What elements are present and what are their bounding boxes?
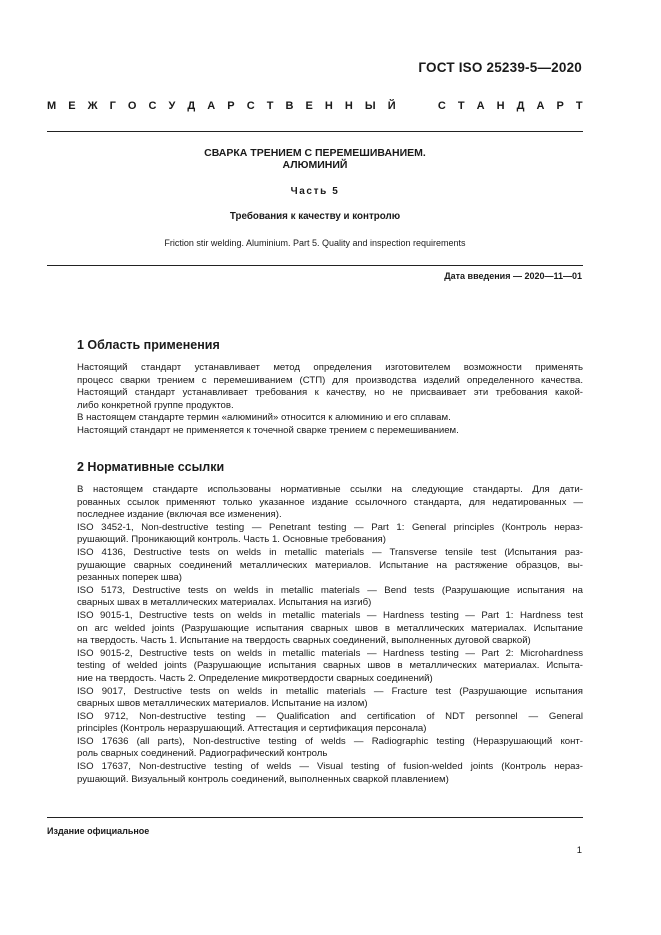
section-1-body <box>77 362 583 438</box>
banner-letter: Ж <box>87 100 98 112</box>
banner-letter: Н <box>344 100 353 112</box>
text-line: В настоящем стандарте использованы нормативные ссылки на следующие стандарты. Для дати- <box>77 484 583 495</box>
banner-letter: Й <box>387 100 396 112</box>
banner-letter: С <box>437 100 446 112</box>
section-2-heading: 2 Нормативные ссылки <box>77 460 225 474</box>
text-line: ISO 17637, Non-destructive testing of welds — Visual testing of fusion-welded joints (Контроль нераз- <box>77 761 583 773</box>
banner-letter: Н <box>496 100 505 112</box>
title-line-1: СВАРКА ТРЕНИЕМ С ПЕРЕМЕШИВАНИЕМ. <box>204 147 426 159</box>
text-line: либо конкретной группе продуктов. <box>77 399 234 411</box>
text-line: ISO 17636 (all parts), Non-destructive testing of welds — Radiographic testing (Неразрушающий конт- <box>77 735 583 747</box>
text-line: ISO 9015-1, Destructive tests on welds in metallic materials — Hardness testing — Part 1: Hardness test <box>77 609 583 621</box>
text-line: В настоящем стандарте термин «алюминий» относится к алюминию и его сплавам. <box>77 412 451 424</box>
text-line: рованных ссылок применяют только указанное издание ссылочного стандарта, для недатированных — <box>77 496 583 508</box>
part-label: Часть 5 <box>290 186 340 197</box>
banner-letter: Д <box>516 100 525 112</box>
official-edition-label: Издание официальное <box>47 826 150 836</box>
standard-number: ГОСТ ISO 25239-5—2020 <box>418 60 582 75</box>
text-line: на твердость. Часть 1. Испытание на твердость сварных соединений, выполненных дуговой сваркой) <box>77 635 531 647</box>
banner-letter: Р <box>556 100 564 112</box>
text-line: сварных швах в металлических материалах. Испытания на изгиб) <box>77 597 372 609</box>
banner-letter: У <box>168 100 176 112</box>
text-line: ISO 9017, Destructive tests on welds in metallic materials — Fracture test (Разрушающие испытания <box>77 685 583 697</box>
text-line: рушающий. Проникающий контроль. Часть 1. Основные требования) <box>77 534 386 546</box>
text-line: рушающий. Визуальный контроль соединений, выполненных сваркой плавлением) <box>77 773 449 785</box>
banner-letter: Г <box>109 100 116 112</box>
banner-letter <box>423 100 426 112</box>
text-line: Настоящий стандарт не применяется к точечной сварке трением с перемешиванием. <box>77 424 459 436</box>
banner-letter: Т <box>575 100 583 112</box>
banner-letter: А <box>476 100 485 112</box>
text-line: ние на твердость. Часть 2. Определение микротвердости сварных соединений) <box>77 672 433 684</box>
banner-letter <box>408 100 411 112</box>
interstate-standard-banner <box>47 100 583 112</box>
banner-letter: Т <box>457 100 465 112</box>
banner-letter: Е <box>305 100 313 112</box>
banner-letter: Д <box>187 100 196 112</box>
text-line: ISO 9015-2, Destructive tests on welds in metallic materials — Hardness testing — Part 2: Microhardness <box>77 647 583 659</box>
text-line: резанных поперек шва) <box>77 572 182 584</box>
text-line: ISO 3452-1, Non-destructive testing — Penetrant testing — Part 1: General principles (Контроль нераз- <box>77 521 583 533</box>
banner-letter: М <box>47 100 57 112</box>
text-line: Настоящий стандарт устанавливает требования к качеству, но не присваивает эти требования какой- <box>77 387 583 399</box>
page-number: 1 <box>576 845 582 856</box>
effective-date: Дата введения — 2020—11—01 <box>444 271 582 281</box>
banner-letter: Н <box>324 100 333 112</box>
document-subtitle: Требования к качеству и контролю <box>229 211 401 222</box>
banner-letter: Е <box>68 100 76 112</box>
banner-letter: А <box>207 100 216 112</box>
banner-letter: Ы <box>364 100 376 112</box>
text-line: рушающие сварных соединений металлических материалов. Испытание на растяжение образцов, вы- <box>77 559 583 571</box>
banner-letter: О <box>127 100 137 112</box>
text-line: ISO 5173, Destructive tests on welds in metallic materials — Bend tests (Разрушающие испытания на <box>77 584 583 596</box>
banner-letter: А <box>536 100 545 112</box>
section-1-heading: 1 Область применения <box>77 338 220 352</box>
section-2-body <box>77 484 583 786</box>
footer-rule <box>47 817 583 818</box>
document-title <box>47 147 583 171</box>
text-line: последнее издание (включая все изменения). <box>77 509 282 521</box>
banner-letter: Р <box>227 100 235 112</box>
text-line: on arc welded joints (Разрушающие испытания сварных швов в металлических материалах. Испытание <box>77 622 583 634</box>
banner-letter: Т <box>266 100 274 112</box>
banner-letter: С <box>148 100 157 112</box>
title-bottom-rule <box>47 265 583 266</box>
banner-letter: С <box>246 100 255 112</box>
top-rule <box>47 131 583 132</box>
text-line: principles (Контроль неразрушающий. Аттестация и сертификация персонала) <box>77 723 427 735</box>
text-line: сварных швов металлических материалов. Испытание на излом) <box>77 698 368 710</box>
text-line: Настоящий стандарт устанавливает метод определения изготовителем возможности применять <box>77 362 583 373</box>
text-line: ISO 4136, Destructive tests on welds in metallic materials — Transverse tensile test (Испытания раз- <box>77 546 583 558</box>
english-title: Friction stir welding. Aluminium. Part 5. Quality and inspection requirements <box>164 238 466 248</box>
text-line: процесс сварки трением с перемешиванием (СТП) для производства изделий определенного качества. <box>77 374 583 386</box>
text-line: testing of welded joints (Разрушающие испытания сварных швов в металлических материалах. Испыта- <box>77 660 583 672</box>
title-line-2: АЛЮМИНИЙ <box>282 159 348 171</box>
text-line: роль сварных соединений. Радиографический контроль <box>77 748 328 760</box>
banner-letter: В <box>285 100 294 112</box>
text-line: ISO 9712, Non-destructive testing — Qualification and certification of NDT personnel — General <box>77 710 583 722</box>
